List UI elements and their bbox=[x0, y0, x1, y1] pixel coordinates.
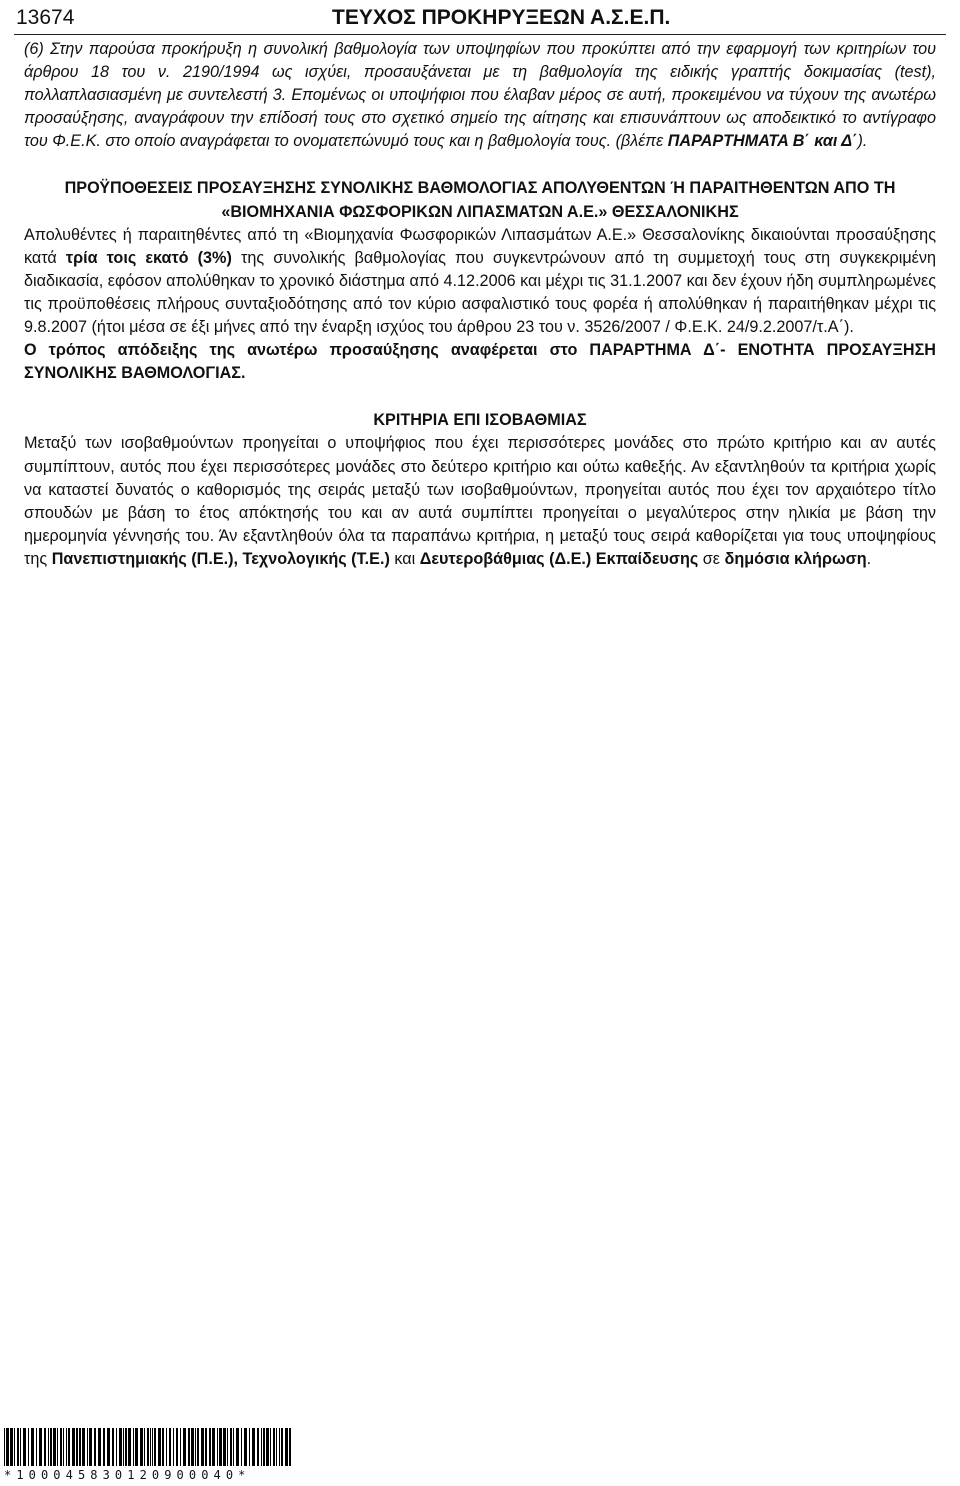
note-6-text: (6) Στην παρούσα προκήρυξη η συνολική βαθμολογία των υποψηφίων που προκύπτει από την εφαρμογή των κριτηρίων του άρθρου 18 του ν. 2190/1994 ως ισχύει, προσαυξάνεται με τη βαθμολογία της ειδικής γραπτής δοκιμασίας (test), πολλαπλασιασμένη με συντελεστή 3. Επομένως οι υποψήφιοι που έλαβαν μέρος σε αυτή, προκειμένου να τύχουν της ανωτέρω προσαύξησης, αναγράφουν την επίδοσή τους στο σχετικό σημείο της αίτησης και επισυνάπτουν ως αποδεικτικό το αντίγραφο του Φ.Ε.Κ. στο οποίο αναγράφεται το ονοματεπώνυμό τους και η βαθμολογία τους. (βλέπε bbox=[24, 40, 936, 151]
note-6-text-end: ). bbox=[857, 132, 868, 151]
proof-method-paragraph: Ο τρόπος απόδειξης της ανωτέρω προσαύξησης αναφέρεται στο ΠΑΡΑΡΤΗΜΑ Δ΄- ΕΝΟΤΗΤΑ ΠΡΟΣΑΥΞΗΣΗ ΣΥΝΟΛΙΚΗΣ ΒΑΘΜΟΛΟΓΙΑΣ. bbox=[24, 341, 936, 383]
tie-criteria-heading: ΚΡΙΤΗΡΙΑ ΕΠΙ ΙΣΟΒΑΘΜΙΑΣ bbox=[373, 411, 587, 430]
section-increase-heading bbox=[24, 177, 936, 223]
tie-criteria-secondary: Δευτεροβάθμιας (Δ.Ε.) Εκπαίδευσης bbox=[419, 549, 699, 568]
tie-criteria-in: σε bbox=[698, 549, 725, 568]
tie-criteria-lottery: δημόσια κλήρωση bbox=[724, 549, 867, 568]
section-increase-title-line2: «ΒΙΟΜΗΧΑΝΙΑ ΦΩΣΦΟΡΙΚΩΝ ΛΙΠΑΣΜΑΤΩΝ Α.Ε.» ΘΕΣΣΑΛΟΝΙΚΗΣ bbox=[221, 202, 739, 221]
tie-criteria-and: και bbox=[389, 549, 420, 568]
increase-text-part2: της συνολικής βαθμολογίας που συγκεντρώνουν από τη συμμετοχή τους στη συγκεκριμένη διαδικασία, εφόσον απολύθηκαν το χρονικό διάστημα από 4.12.2006 και μέχρι τις 31.1.2007 και δεν έχουν ήδη συμπληρωμένες τις προϋποθέσεις πλήρους συνταξιοδότησης από τον κύριο ασφαλιστικό τους φορέα ή απολύθηκαν ή παραιτήθηκαν μέχρι τις 9.8.2007 (ήτοι μέσα σε έξι μήνες από την έναρξη ισχύος του άρθρου 23 του ν. 3526/2007 / Φ.Ε.Κ. 24/9.2.2007/τ.Α΄). bbox=[24, 248, 936, 337]
document-body bbox=[24, 38, 936, 571]
barcode-number: *100045830120900040* bbox=[4, 1468, 251, 1482]
tie-criteria-text: Μεταξύ των ισοβαθμούντων προηγείται ο υποψήφιος που έχει περισσότερες μονάδες στο πρώτο κριτήριο και αν αυτές συμπίπτουν, αυτός που έχει περισσότερες μονάδες στο δεύτερο κριτήριο και ούτω καθεξής. Αν εξαντληθούν τα κριτήρια χωρίς να καταστεί δυνατός ο καθορισμός της σειράς μεταξύ των ισοβαθμούντων, προηγείται αυτός που έχει τον αρχαιότερο τίτλο σπουδών με βάση το έτος απόκτησής του και αν αυτά συμπίπτει προηγείται ο μεγαλύτερος στην ηλικία με βάση την ημερομηνία γέννησής του. Άν εξαντληθούν όλα τα παραπάνω κριτήρια, η μεταξύ τους σειρά καθορίζεται για τους υποψηφίους της bbox=[24, 434, 936, 568]
page-header bbox=[14, 4, 946, 35]
barcode bbox=[4, 1428, 294, 1482]
issue-title: ΤΕΥΧΟΣ ΠΡΟΚΗΡΥΞΕΩΝ Α.Σ.Ε.Π. bbox=[332, 6, 671, 29]
section-increase-paragraph bbox=[24, 224, 936, 339]
page-number: 13674 bbox=[16, 6, 75, 29]
tie-criteria-paragraph bbox=[24, 432, 936, 571]
increase-percentage: τρία τοις εκατό (3%) bbox=[65, 248, 232, 267]
section-increase-title-line1: ΠΡΟΫΠΟΘΕΣΕΙΣ ΠΡΟΣΑΥΞΗΣΗΣ ΣΥΝΟΛΙΚΗΣ ΒΑΘΜΟΛΟΓΙΑΣ ΑΠΟΛΥΘΕΝΤΩΝ Ή ΠΑΡΑΙΤΗΘΕΝΤΩΝ ΑΠΟ ΤΗ bbox=[64, 179, 896, 198]
tie-criteria-university: Πανεπιστημιακής (Π.Ε.), Τεχνολογικής (Τ.Ε.) bbox=[51, 549, 390, 568]
tie-criteria-end: . bbox=[866, 549, 872, 568]
increase-text-part1: Απολυθέντες ή παραιτηθέντες από τη «Βιομηχανία Φωσφορικών Λιπασμάτων Α.Ε.» Θεσσαλονίκης δικαιούνται προσαύξησης κατά bbox=[24, 225, 936, 267]
note-6-annex-reference: ΠΑΡΑΡΤΗΜΑΤΑ Β΄ και Δ΄ bbox=[667, 132, 858, 151]
note-6-paragraph bbox=[24, 38, 936, 153]
barcode-bars bbox=[4, 1428, 294, 1466]
